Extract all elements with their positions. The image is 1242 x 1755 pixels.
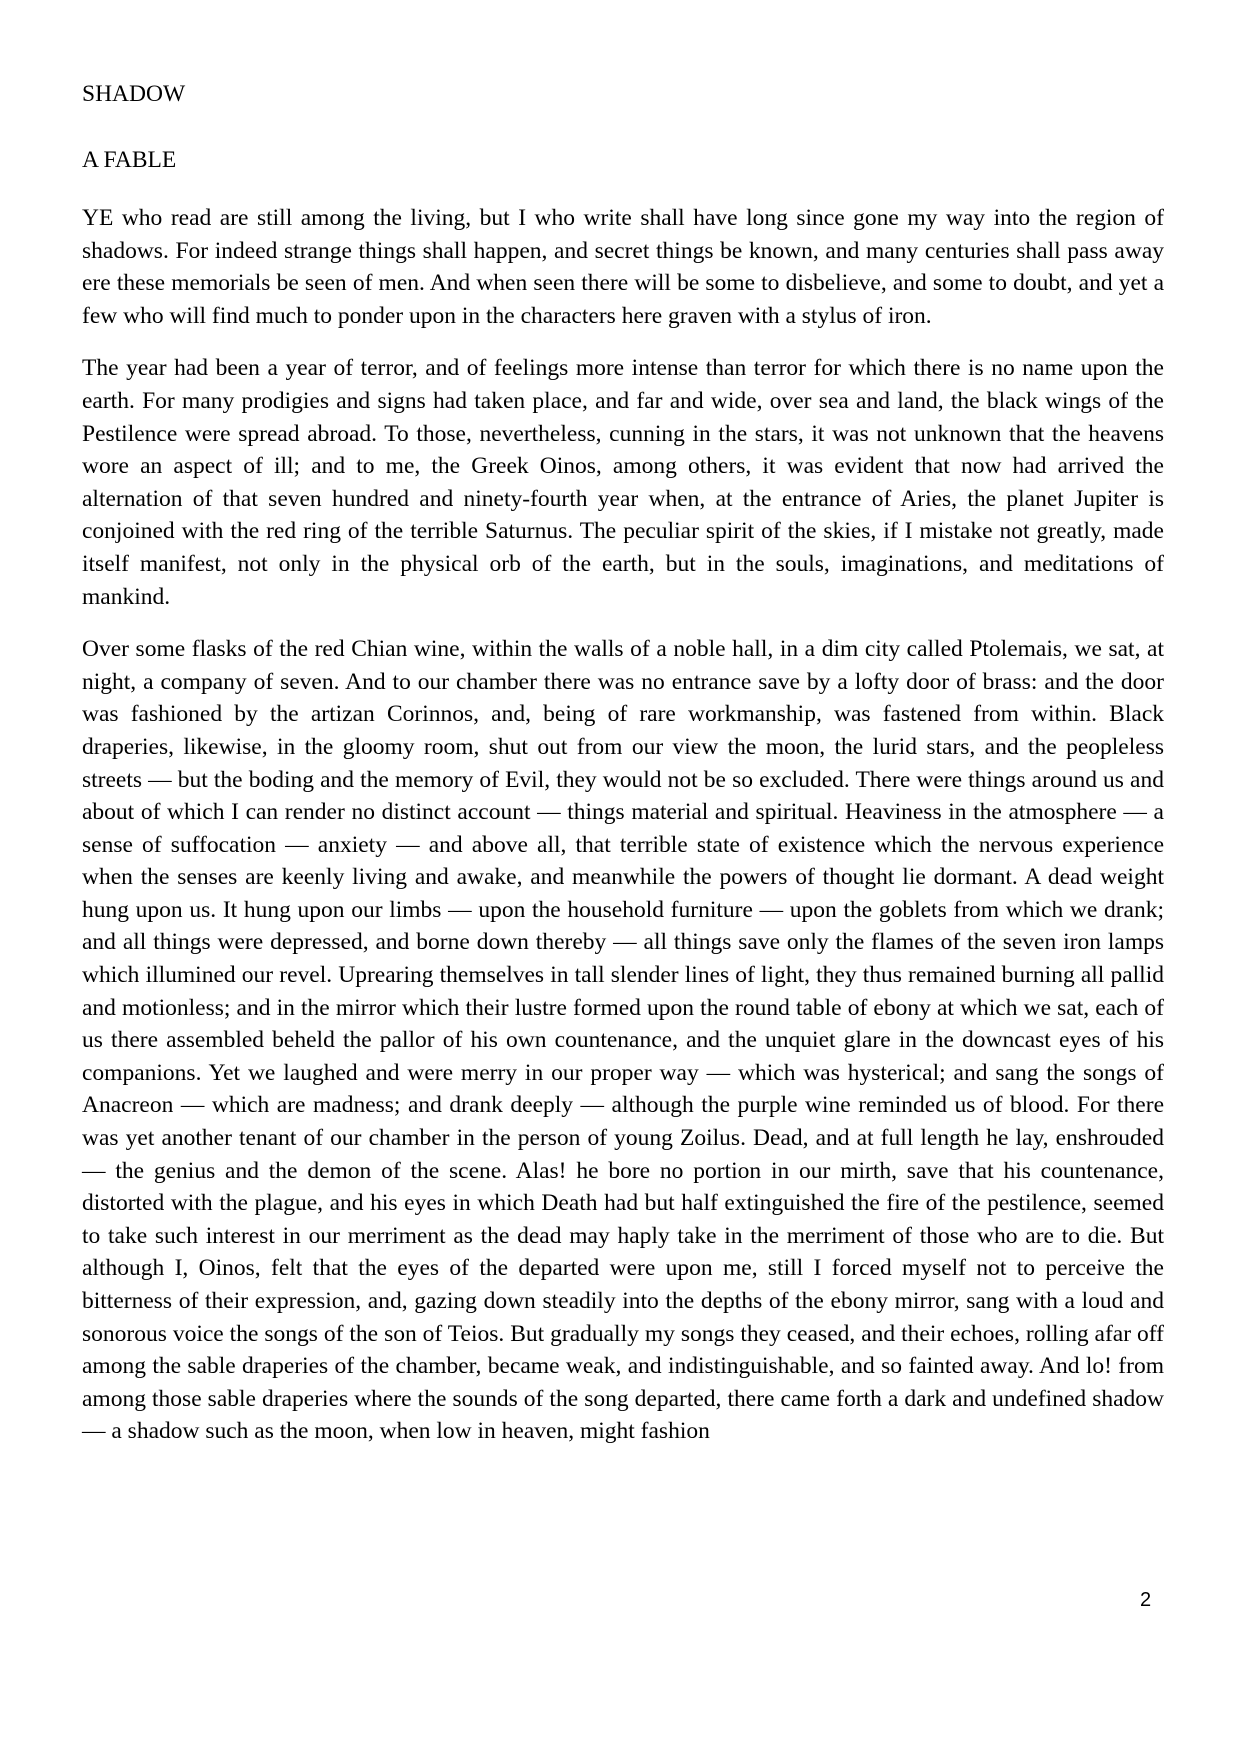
document-page xyxy=(82,78,1164,1468)
document-title: SHADOW xyxy=(82,81,186,107)
paragraph: Over some flasks of the red Chian wine, within the walls of a noble hall, in a dim city called Ptolemais, we sat, at night, a company of seven. And to our chamber there was no entrance save by a lofty door of brass: and the door was fashioned by the artizan Corinnos, and, being of rare workmanship, was fastened from within. Black draperies, likewise, in the gloomy room, shut out from our view the moon, the lurid stars, and the peopleless streets — but the boding and the memory of Evil, they would not be so excluded. There were things around us and about of which I can render no distinct account — things material and spiritual. Heaviness in the atmosphere — a sense of suffocation — anxiety — and above all, that terrible state of existence which the nervous experience when the senses are keenly living and awake, and meanwhile the powers of thought lie dormant. A dead weight hung upon us. It hung upon our limbs — upon the household furniture — upon the goblets from which we drank; and all things were depressed, and borne down thereby — all things save only the flames of the seven iron lamps which illumined our revel. Uprearing themselves in tall slender lines of light, they thus remained burning all pallid and motionless; and in the mirror which their lustre formed upon the round table of ebony at which we sat, each of us there assembled beheld the pallor of his own countenance, and the unquiet glare in the downcast eyes of his companions. Yet we laughed and were merry in our proper way — which was hysterical; and sang the songs of Anacreon — which are madness; and drank deeply — although the purple wine reminded us of blood. For there was yet another tenant of our chamber in the person of young Zoilus. Dead, and at full length he lay, enshrouded — the genius and the demon of the scene. Alas! he bore no portion in our mirth, save that his countenance, distorted with the plague, and his eyes in which Death had but half extinguished the fire of the pestilence, seemed to take such interest in our merriment as the dead may haply take in the merriment of those who are to die. But although I, Oinos, felt that the eyes of the departed were upon me, still I forced myself not to perceive the bitterness of their expression, and, gazing down steadily into the depths of the ebony mirror, sang with a loud and sonorous voice the songs of the son of Teios. But gradually my songs they ceased, and their echoes, rolling afar off among the sable draperies of the chamber, became weak, and indistinguishable, and so fainted away. And lo! from among those sable draperies where the sounds of the song departed, there came forth a dark and undefined shadow — a shadow such as the moon, when low in heaven, might fashion xyxy=(82,636,1164,1445)
document-subtitle: A FABLE xyxy=(82,147,177,173)
page-number: 2 xyxy=(1140,1589,1152,1611)
paragraph: YE who read are still among the living, but I who write shall have long since gone my way into the region of shadows. For indeed strange things shall happen, and secret things be known, and many centuries shall pass away ere these memorials be seen of men. And when seen there will be some to disbelieve, and some to doubt, and yet a few who will find much to ponder upon in the characters here graven with a stylus of iron. xyxy=(82,205,1164,329)
paragraph: The year had been a year of terror, and of feelings more intense than terror for which there is no name upon the earth. For many prodigies and signs had taken place, and far and wide, over sea and land, the black wings of the Pestilence were spread abroad. To those, nevertheless, cunning in the stars, it was not unknown that the heavens wore an aspect of ill; and to me, the Greek Oinos, among others, it was evident that now had arrived the alternation of that seven hundred and ninety-fourth year when, at the entrance of Aries, the planet Jupiter is conjoined with the red ring of the terrible Saturnus. The peculiar spirit of the skies, if I mistake not greatly, made itself manifest, not only in the physical orb of the earth, but in the souls, imaginations, and meditations of mankind. xyxy=(82,355,1164,610)
